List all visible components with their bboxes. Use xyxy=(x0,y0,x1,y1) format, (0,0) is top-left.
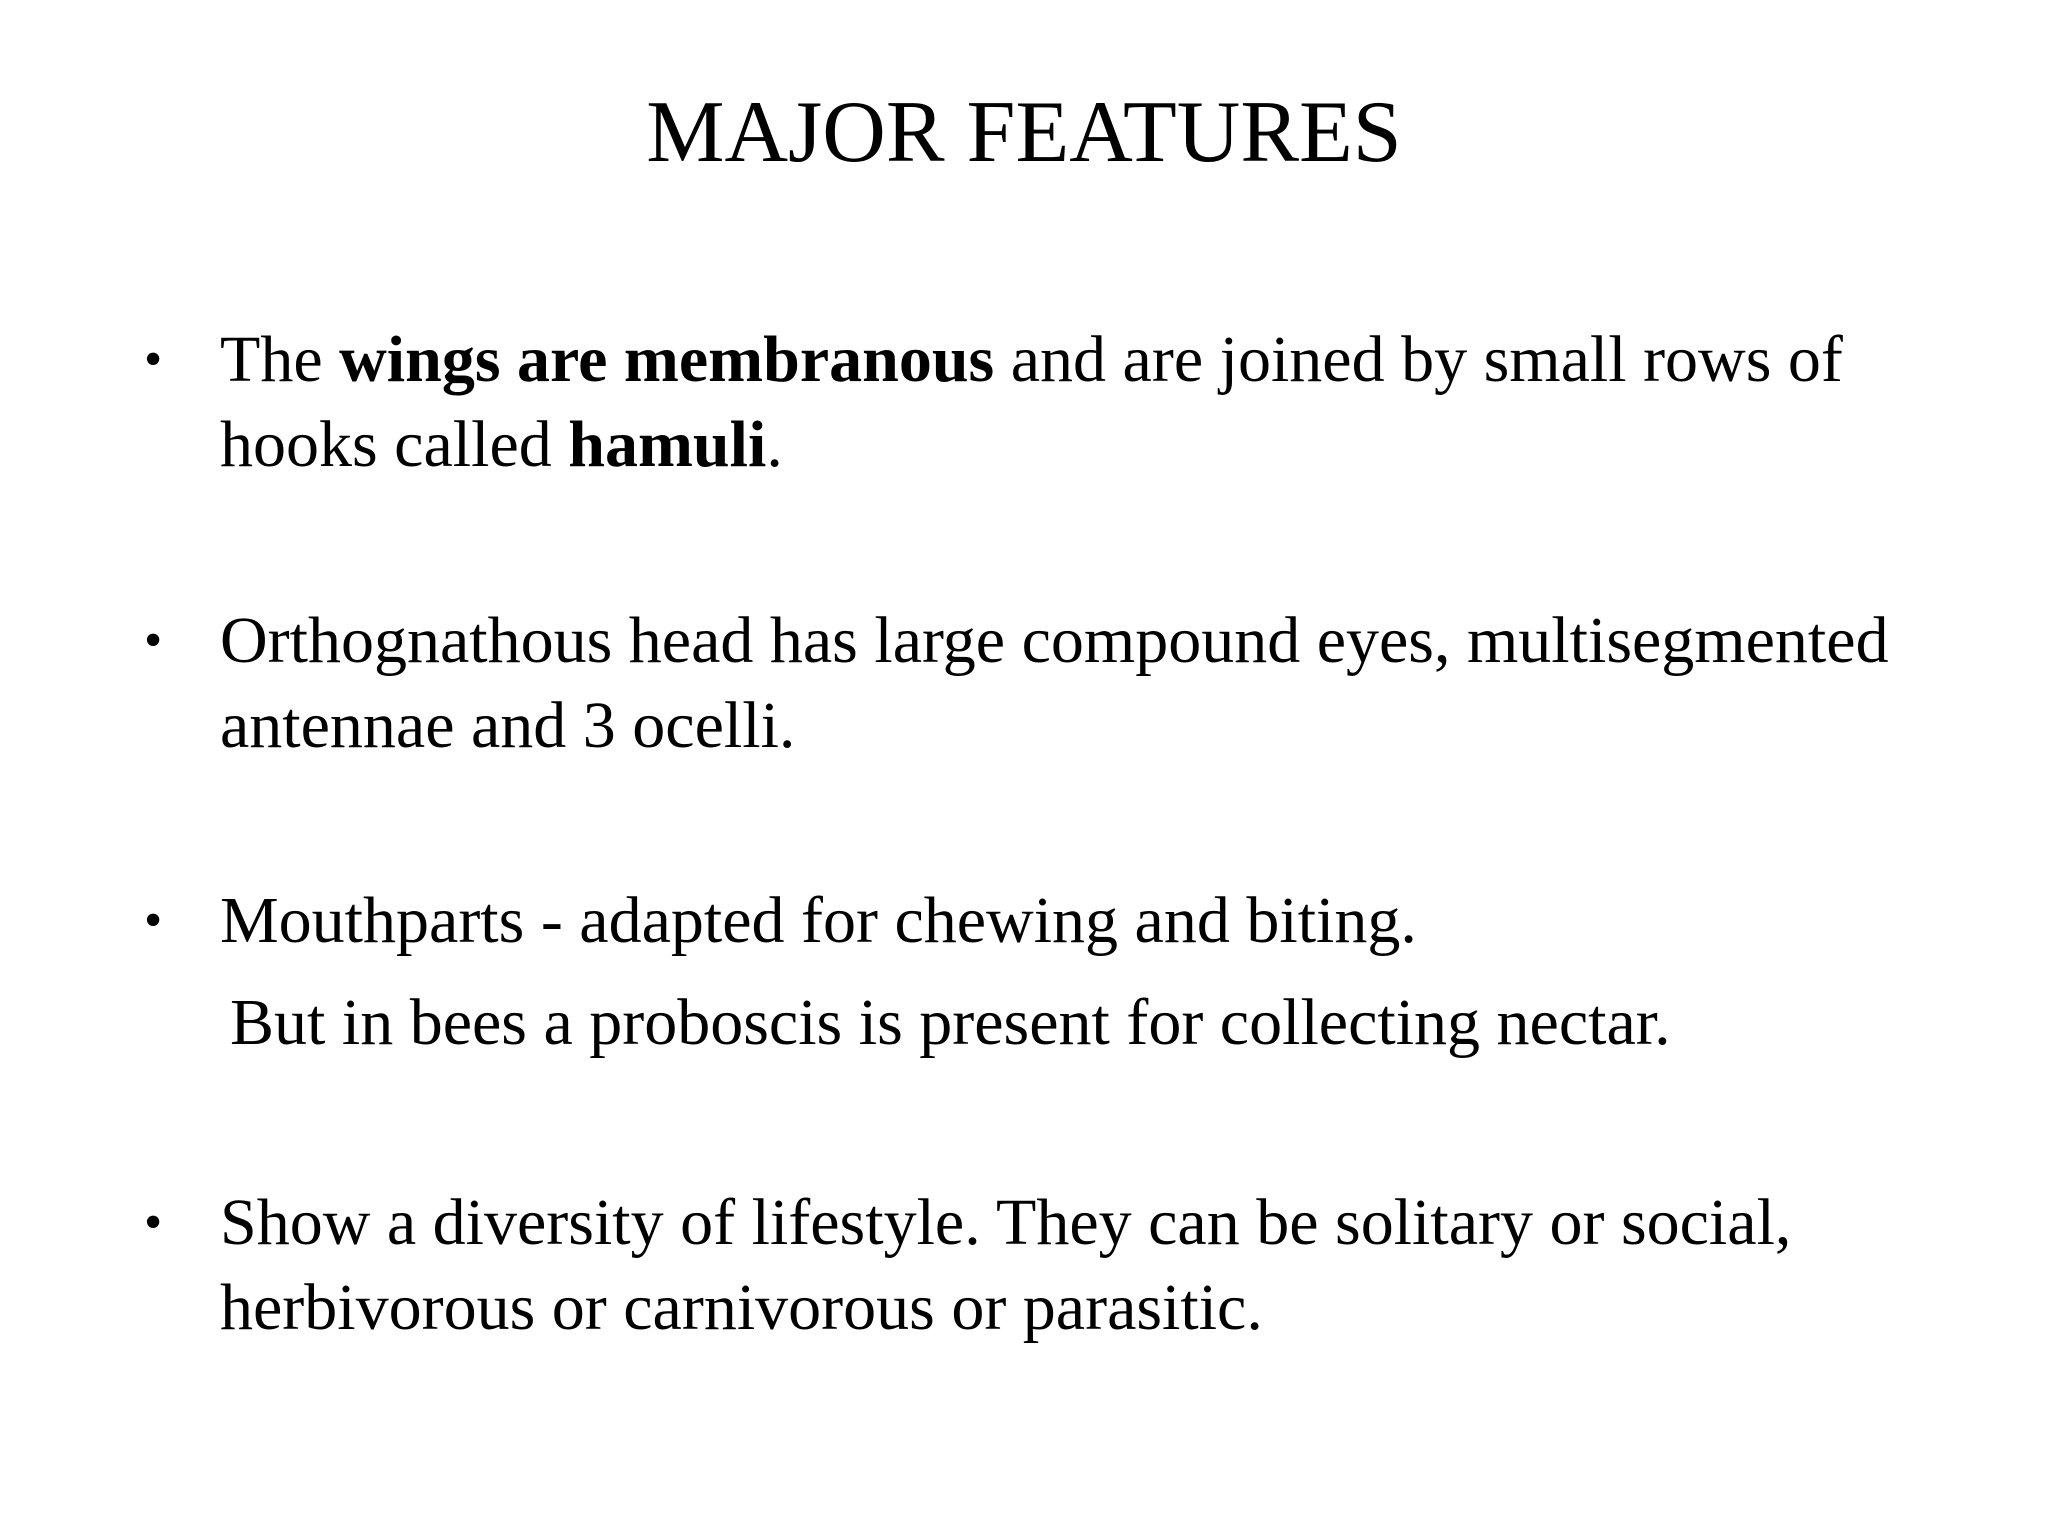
bullet-text: Mouthparts - adapted for chewing and biting. xyxy=(220,884,1417,957)
bullet-text-part: The xyxy=(220,323,340,396)
bullet-text xyxy=(220,317,1980,487)
bullet-icon: • xyxy=(144,331,163,388)
bullet-text-part: . xyxy=(766,408,783,481)
bullet-text-part: and are joined by small rows of hooks called xyxy=(220,323,1843,481)
bullet-text-bold-part: hamuli xyxy=(568,408,767,481)
bullet-text: Orthognathous head has large compound eyes, multisegmented antennae and 3 ocelli. xyxy=(220,604,1889,762)
bullet-text-bold-part: wings are membranous xyxy=(339,323,995,396)
bullet-icon: • xyxy=(144,1194,163,1251)
bullet-text: Show a diversity of lifestyle. They can be solitary or social, herbivorous or carnivorous or parasitic. xyxy=(220,1186,1792,1344)
slide-title: MAJOR FEATURES xyxy=(646,84,1402,181)
bullet-icon: • xyxy=(144,892,163,949)
bullet-icon: • xyxy=(144,612,163,669)
bullet-continuation-text: But in bees a proboscis is present for collecting nectar. xyxy=(230,986,1671,1059)
